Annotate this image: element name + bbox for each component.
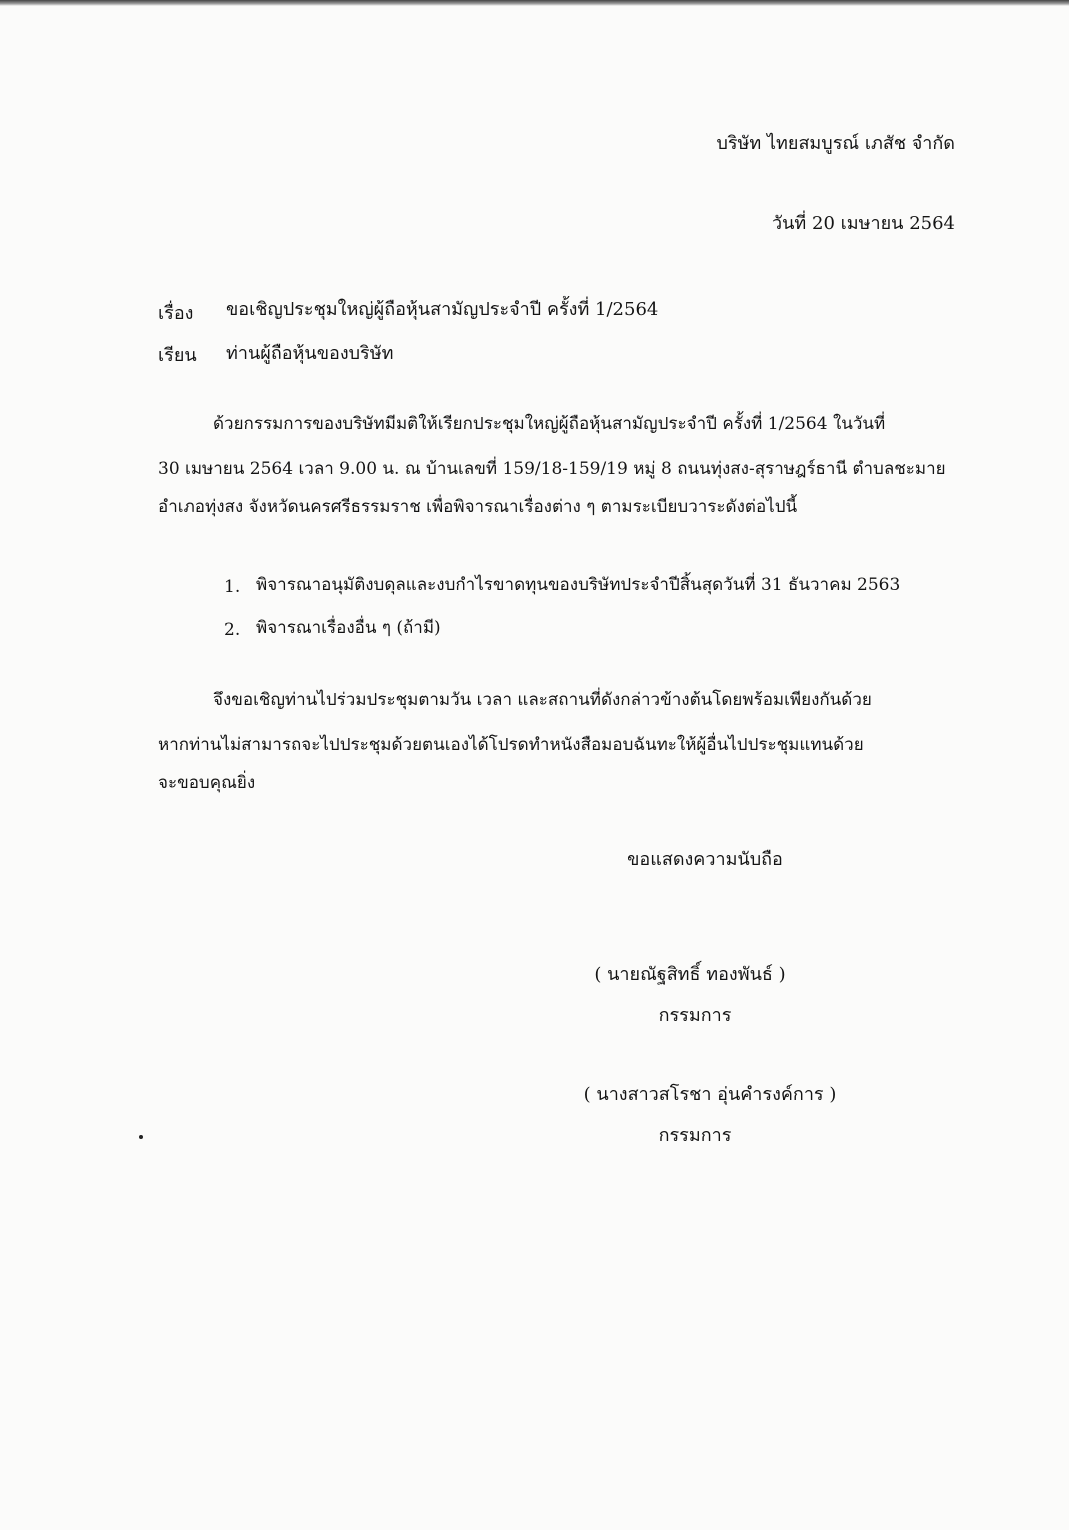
paragraph2-line-1: จึงขอเชิญท่านไปร่วมประชุมตามวัน เวลา และสถานที่ดังกล่าวข้างต้นโดยพร้อมเพียงกันด้วย — [213, 690, 872, 710]
recipient-text: ท่านผู้ถือหุ้นของบริษัท — [226, 343, 394, 364]
scan-edge-shadow — [0, 0, 1069, 6]
agenda-item-2-number: 2. — [224, 620, 241, 640]
paragraph1-line-3: อำเภอทุ่งสง จังหวัดนครศรีธรรมราช เพื่อพิจารณาเรื่องต่าง ๆ ตามระเบียบวาระดังต่อไปนี้ — [158, 497, 798, 517]
closing-salutation: ขอแสดงความนับถือ — [627, 849, 783, 870]
letter-date: วันที่ 20 เมษายน 2564 — [772, 213, 955, 234]
agenda-item-2-text: พิจารณาเรื่องอื่น ๆ (ถ้ามี) — [256, 618, 441, 638]
paragraph2-line-2: หากท่านไม่สามารถจะไปประชุมด้วยตนเองได้โปรดทำหนังสือมอบฉันทะให้ผู้อื่นไปประชุมแทนด้วย — [158, 735, 864, 755]
paragraph1-line-1: ด้วยกรรมการของบริษัทมีมติให้เรียกประชุมใหญ่ผู้ถือหุ้นสามัญประจำปี ครั้งที่ 1/2564 ในวันที่ — [213, 414, 886, 434]
agenda-item-1-text: พิจารณาอนุมัติงบดุลและงบกำไรขาดทุนของบริษัทประจำปีสิ้นสุดวันที่ 31 ธันวาคม 2563 — [256, 575, 901, 595]
signatory-1-name: ( นายณัฐสิทธิ์ ทองพันธ์ ) — [594, 964, 786, 985]
subject-text: ขอเชิญประชุมใหญ่ผู้ถือหุ้นสามัญประจำปี ครั้งที่ 1/2564 — [226, 299, 659, 320]
signatory-2-title: กรรมการ — [658, 1125, 732, 1146]
signatory-1-title: กรรมการ — [658, 1005, 732, 1026]
recipient-label: เรียน — [158, 345, 197, 366]
paragraph1-line-2: 30 เมษายน 2564 เวลา 9.00 น. ณ บ้านเลขที่ 159/18-159/19 หมู่ 8 ถนนทุ่งสง-สุราษฎร์ธานี ตำบลชะมาย — [158, 459, 946, 479]
paragraph2-line-3: จะขอบคุณยิ่ง — [158, 773, 256, 793]
stray-mark-dot — [139, 1135, 143, 1139]
signatory-2-name: ( นางสาวสโรชา อุ่นคำรงค์การ ) — [583, 1084, 837, 1105]
company-name: บริษัท ไทยสมบูรณ์ เภสัช จำกัด — [716, 133, 955, 154]
subject-label: เรื่อง — [158, 303, 194, 324]
agenda-item-1-number: 1. — [224, 577, 241, 597]
